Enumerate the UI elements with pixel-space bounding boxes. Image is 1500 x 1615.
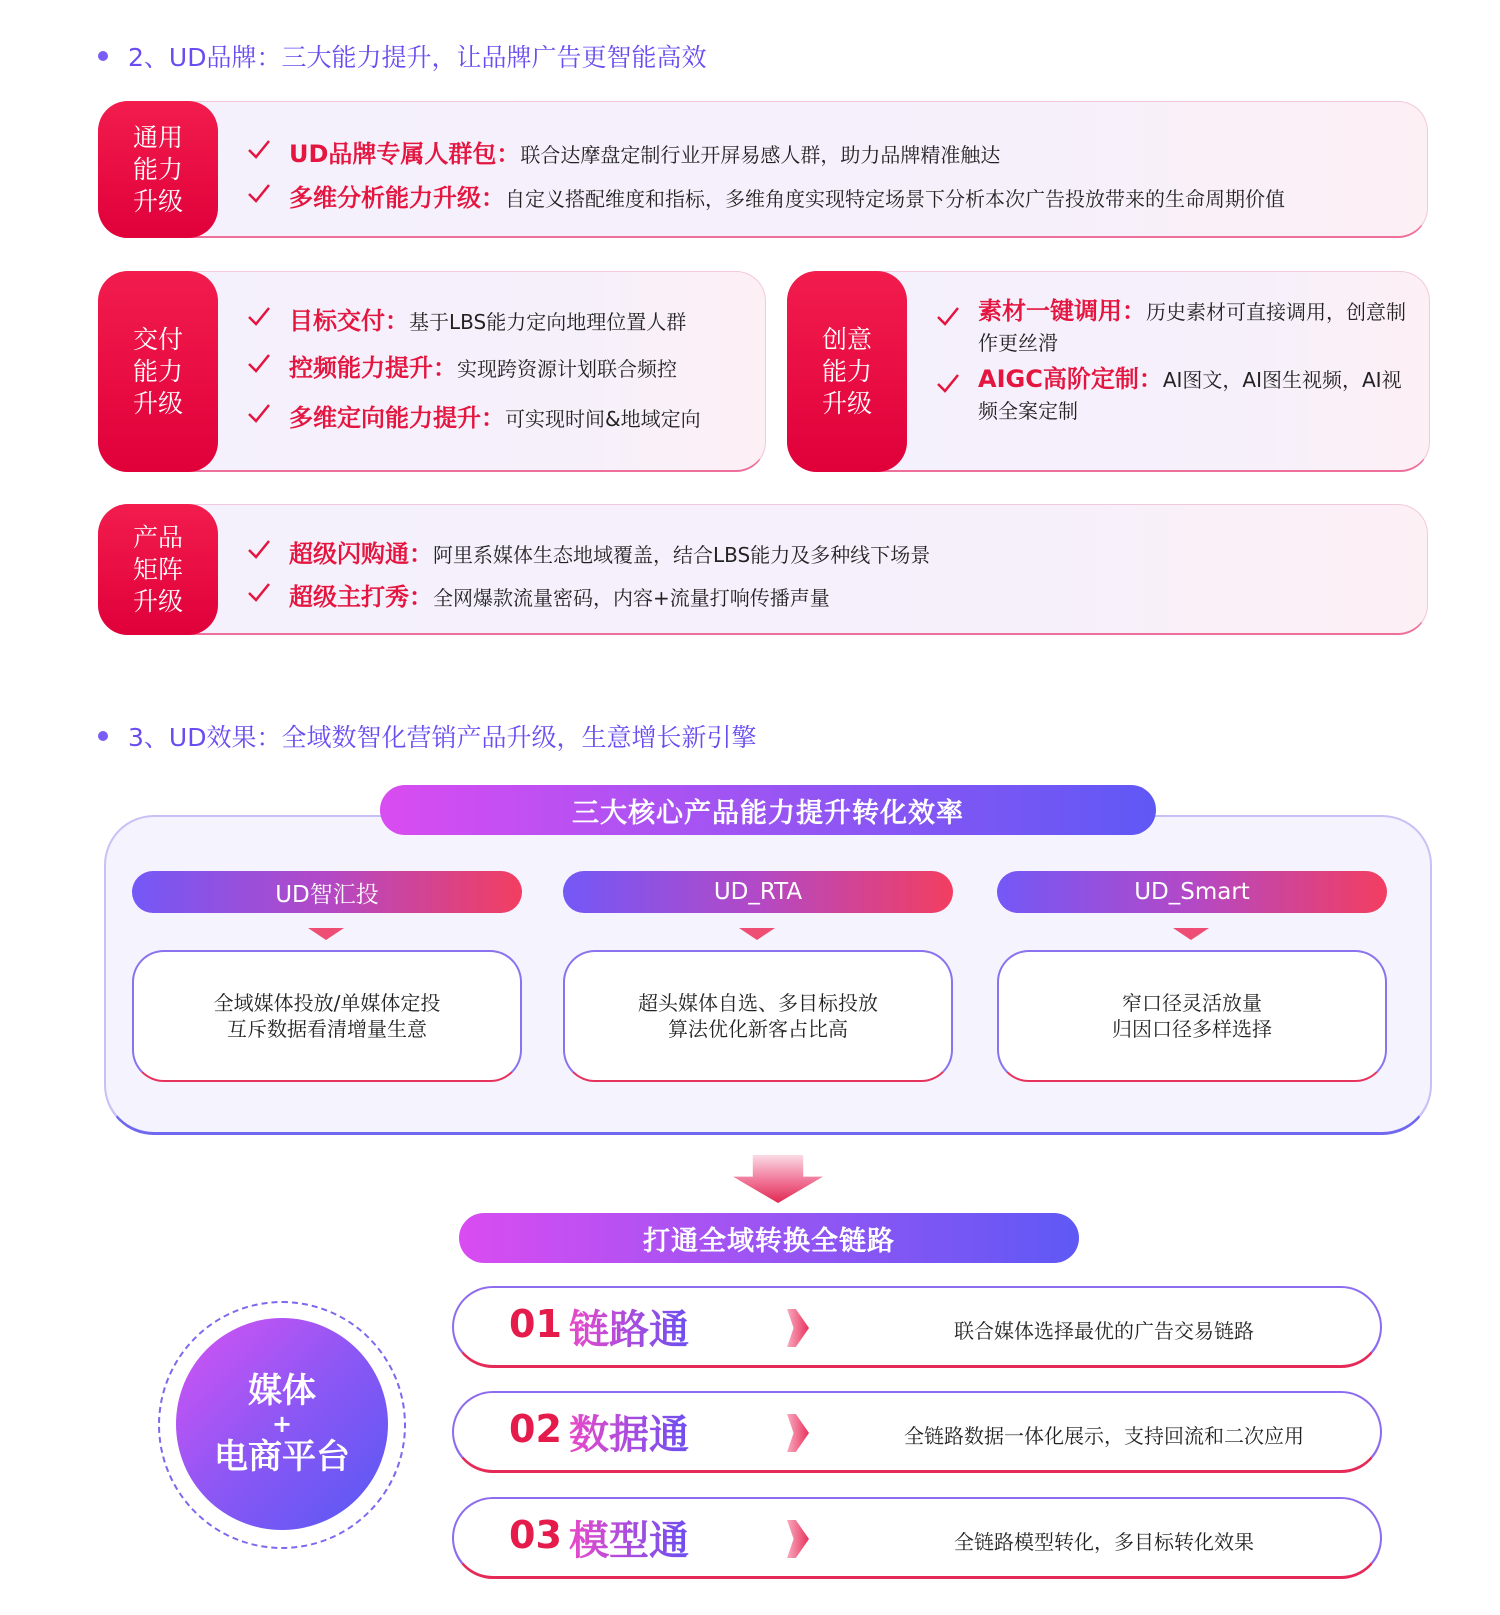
product-desc-line: 窄口径灵活放量 — [1122, 991, 1262, 1015]
checkmark-icon — [247, 538, 271, 562]
step-arrow-icon — [787, 1414, 809, 1452]
card-delivery-upgrade — [98, 271, 766, 472]
card-tag-label: 通用能力升级 — [132, 122, 183, 216]
checkmark-icon — [247, 305, 271, 329]
chain-step — [452, 1497, 1382, 1579]
feature-text: 联合达摩盘定制行业开屏易感人群，助力品牌精准触达 — [520, 143, 1001, 167]
card-tag-label: 交付能力升级 — [132, 324, 183, 418]
feature-text: AI图文，AI图生视频，AI视频全案定制 — [978, 368, 1402, 423]
product-desc-box — [132, 950, 522, 1082]
section3-heading-text: 3、UD效果：全域数智化营销产品升级，生意增长新引擎 — [128, 723, 757, 752]
circle-plus: + — [271, 1410, 293, 1438]
product-desc-box — [997, 950, 1387, 1082]
feature-title: 超级主打秀： — [289, 583, 433, 611]
checkmark-icon — [936, 305, 960, 329]
product-name-pill: UD_RTA — [563, 871, 953, 913]
step-name: 链路通 — [569, 1298, 689, 1355]
feature-item — [289, 398, 701, 433]
feature-text: 历史素材可直接调用，创意制作更丝滑 — [978, 300, 1406, 355]
step-number: 01 — [509, 1302, 562, 1346]
product-desc-line: 全域媒体投放/单媒体定投 — [213, 991, 441, 1015]
chain-title: 打通全域转换全链路 — [459, 1213, 1079, 1263]
feature-title: 目标交付： — [289, 307, 409, 335]
section2-heading-text: 2、UD品牌：三大能力提升，让品牌广告更智能高效 — [128, 43, 707, 72]
feature-title: 控频能力提升： — [289, 354, 457, 382]
checkmark-icon — [247, 182, 271, 206]
chain-step — [452, 1286, 1382, 1368]
feature-item — [289, 178, 1285, 213]
product-desc-box — [563, 950, 953, 1082]
feature-title: 多维定向能力提升： — [289, 404, 505, 432]
step-arrow-icon — [787, 1520, 809, 1558]
step-number: 03 — [509, 1513, 562, 1557]
circle-line2: 电商平台 — [214, 1437, 350, 1477]
down-triangle-icon — [308, 928, 344, 940]
card-tag — [787, 271, 907, 472]
checkmark-icon — [936, 372, 960, 396]
down-triangle-icon — [1173, 928, 1209, 940]
product-desc-line: 互斥数据看清增量生意 — [227, 1017, 427, 1041]
section2-heading — [98, 38, 706, 74]
feature-title: UD品牌专属人群包： — [289, 140, 521, 168]
step-name: 模型通 — [569, 1509, 689, 1566]
feature-item — [289, 577, 830, 612]
step-name: 数据通 — [569, 1403, 689, 1460]
card-product-matrix-upgrade — [98, 504, 1428, 635]
product-desc-line: 算法优化新客占比高 — [668, 1017, 848, 1041]
card-tag — [98, 101, 218, 238]
feature-title: AIGC高阶定制： — [978, 365, 1163, 393]
feature-title: 超级闪购通： — [289, 540, 433, 568]
bullet-dot-icon — [98, 51, 108, 61]
feature-title: 素材一键调用： — [978, 297, 1146, 325]
checkmark-icon — [247, 138, 271, 162]
step-number: 02 — [509, 1407, 562, 1451]
section3-heading — [98, 718, 756, 754]
product-name-pill: UD智汇投 — [132, 871, 522, 913]
chain-step — [452, 1391, 1382, 1473]
feature-text: 阿里系媒体生态地域覆盖，结合LBS能力及多种线下场景 — [433, 543, 931, 567]
core-products-title: 三大核心产品能力提升转化效率 — [380, 785, 1156, 835]
step-desc: 全链路模型转化，多目标转化效果 — [954, 1530, 1254, 1554]
card-tag-label: 产品矩阵升级 — [132, 522, 183, 616]
checkmark-icon — [247, 402, 271, 426]
feature-item — [978, 364, 1408, 427]
feature-item — [978, 296, 1408, 359]
card-tag — [98, 504, 218, 635]
card-general-upgrade — [98, 101, 1428, 238]
product-name-pill: UD_Smart — [997, 871, 1387, 913]
feature-title: 多维分析能力升级： — [289, 184, 505, 212]
step-desc: 联合媒体选择最优的广告交易链路 — [954, 1319, 1254, 1343]
step-arrow-icon — [787, 1309, 809, 1347]
circle-line1: 媒体 — [248, 1371, 316, 1411]
feature-item — [289, 348, 677, 383]
card-tag — [98, 271, 218, 472]
feature-text: 自定义搭配维度和指标，多维角度实现特定场景下分析本次广告投放带来的生命周期价值 — [505, 187, 1285, 211]
card-creative-upgrade — [787, 271, 1430, 472]
down-arrow-icon — [733, 1155, 823, 1203]
media-ecommerce-circle — [176, 1318, 388, 1530]
product-desc-line: 超头媒体自选、多目标投放 — [638, 991, 878, 1015]
card-tag-label: 创意能力升级 — [821, 324, 872, 418]
step-desc: 全链路数据一体化展示，支持回流和二次应用 — [904, 1424, 1304, 1448]
product-desc-line: 归因口径多样选择 — [1112, 1017, 1272, 1041]
feature-text: 可实现时间&地域定向 — [505, 407, 701, 431]
feature-item — [289, 134, 1000, 169]
feature-text: 全网爆款流量密码，内容+流量打响传播声量 — [433, 586, 830, 610]
feature-text: 基于LBS能力定向地理位置人群 — [409, 310, 687, 334]
feature-item — [289, 534, 930, 569]
feature-text: 实现跨资源计划联合频控 — [457, 357, 677, 381]
feature-item — [289, 301, 686, 336]
checkmark-icon — [247, 581, 271, 605]
down-triangle-icon — [739, 928, 775, 940]
bullet-dot-icon — [98, 731, 108, 741]
checkmark-icon — [247, 352, 271, 376]
